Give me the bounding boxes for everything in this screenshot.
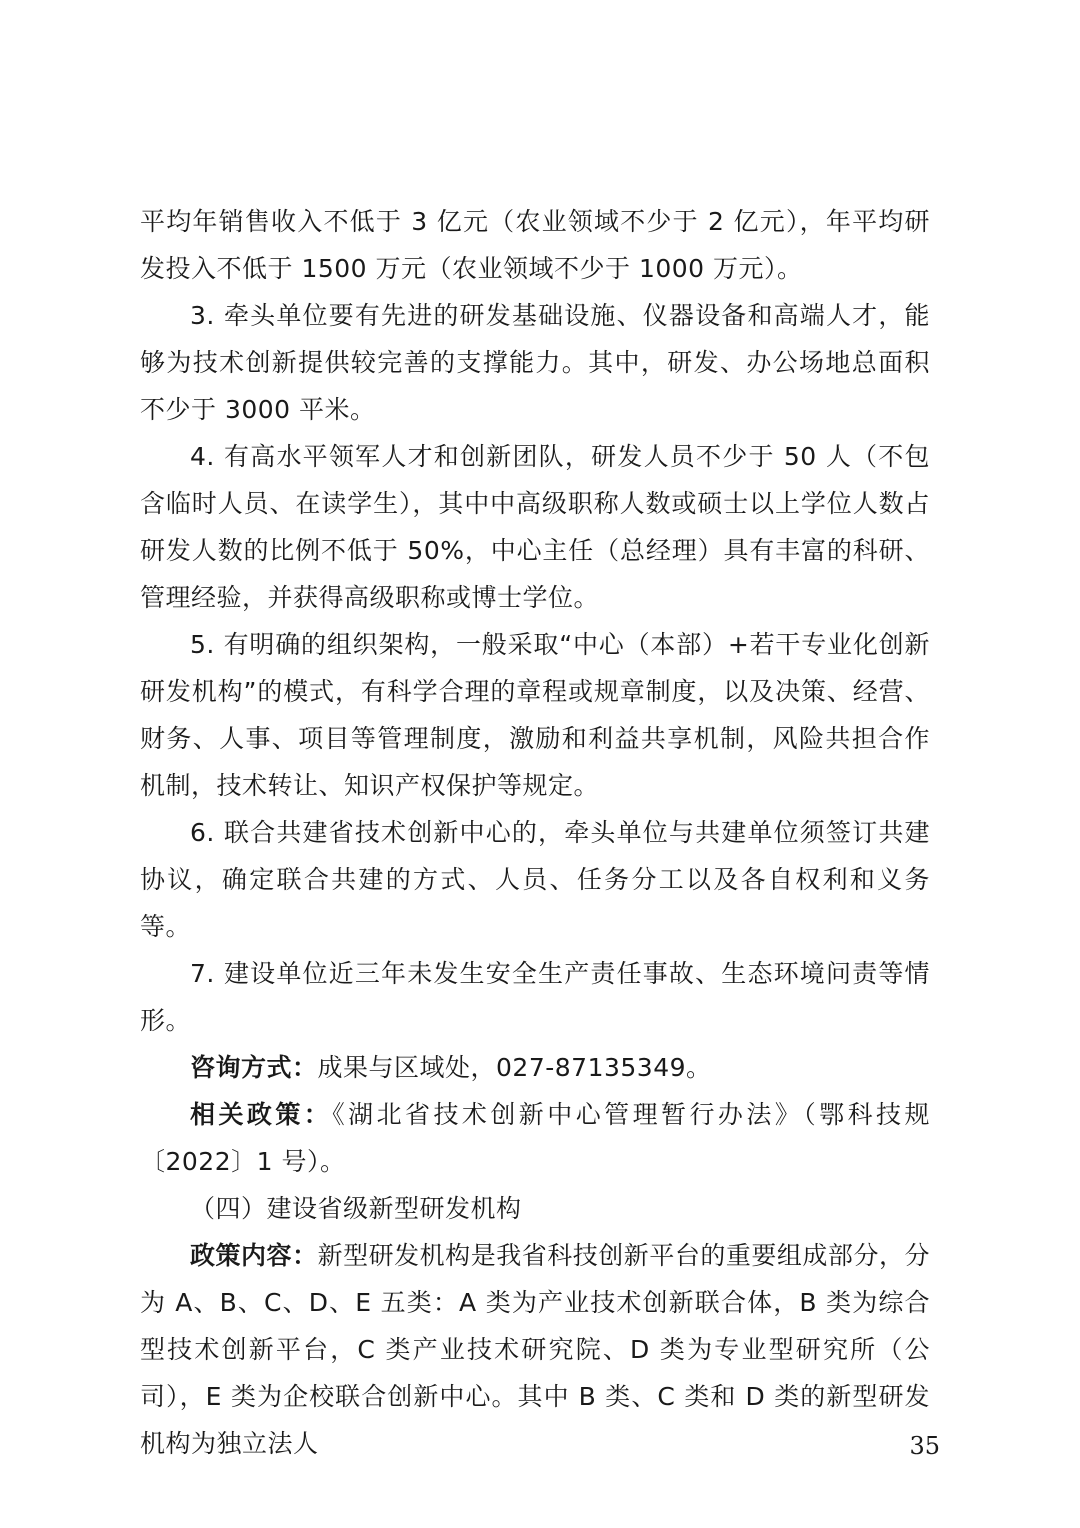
policy-content-text: 新型研发机构是我省科技创新平台的重要组成部分，分为 A、B、C、D、E 五类：A 类为产业技术创新联合体，B 类为综合型技术创新平台，C 类产业技术研究院、D 类为专业型研究所（公司），E 类为企校联合创新中心。其中 B 类、C 类和 D 类的新型研发机构为独立法人 xyxy=(140,1241,930,1458)
body-text xyxy=(140,198,930,1467)
related-policy-text: 《湖北省技术创新中心管理暂行办法》（鄂科技规〔2022〕1 号）。 xyxy=(140,1100,930,1176)
related-policy-label: 相关政策： xyxy=(190,1100,333,1129)
paragraph-item-6: 6. 联合共建省技术创新中心的，牵头单位与共建单位须签订共建协议，确定联合共建的方式、人员、任务分工以及各自权利和义务等。 xyxy=(140,818,930,941)
policy-content-label: 政策内容： xyxy=(190,1241,318,1270)
paragraph-item-4: 4. 有高水平领军人才和创新团队，研发人员不少于 50 人（不包含临时人员、在读学生），其中中高级职称人数或硕士以上学位人数占研发人数的比例不低于 50%，中心主任（总经理）具有丰富的科研、管理经验，并获得高级职称或博士学位。 xyxy=(140,442,930,612)
paragraph-policy-content xyxy=(140,1232,930,1467)
page-number: 35 xyxy=(909,1432,940,1460)
paragraph-item-7: 7. 建设单位近三年未发生安全生产责任事故、生态环境问责等情形。 xyxy=(140,959,930,1035)
paragraph-item-5: 5. 有明确的组织架构，一般采取“中心（本部）+若干专业化创新研发机构”的模式，有科学合理的章程或规章制度，以及决策、经营、财务、人事、项目等管理制度，激励和利益共享机制，风险共担合作机制，技术转让、知识产权保护等规定。 xyxy=(140,630,930,800)
paragraph-item-3: 3. 牵头单位要有先进的研发基础设施、仪器设备和高端人才，能够为技术创新提供较完善的支撑能力。其中，研发、办公场地总面积不少于 3000 平米。 xyxy=(140,301,930,424)
section-heading: （四）建设省级新型研发机构 xyxy=(190,1194,522,1223)
contact-text: 成果与区域处，027-87135349。 xyxy=(317,1053,712,1082)
contact-label: 咨询方式： xyxy=(190,1053,318,1082)
paragraph-sales-revenue: 平均年销售收入不低于 3 亿元（农业领域不少于 2 亿元），年平均研发投入不低于 1500 万元（农业领域不少于 1000 万元）。 xyxy=(140,207,930,283)
paragraph-contact xyxy=(140,1044,930,1091)
paragraph-related-policy xyxy=(140,1091,930,1185)
